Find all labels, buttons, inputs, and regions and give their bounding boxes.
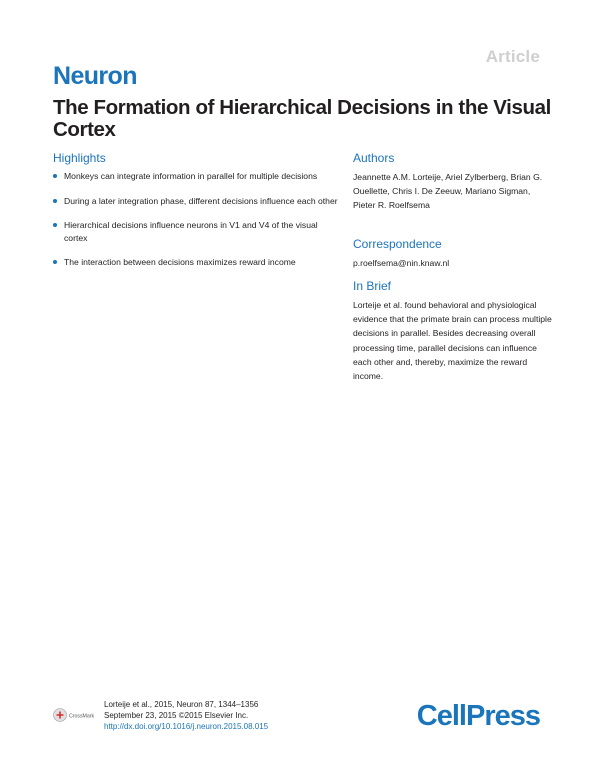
citation-block — [104, 699, 268, 732]
citation-date: September 23, 2015 ©2015 Elsevier Inc. — [104, 711, 249, 720]
in-brief-text: Lorteije et al. found behavioral and physiological evidence that the primate brain can process multiple decisions in parallel. Besides decreasing overall processing time, parallel decisions can influence each other and, thereby, maximize the reward income. — [353, 300, 552, 382]
crossmark-logo-icon[interactable] — [53, 707, 97, 723]
highlights-section — [53, 151, 343, 281]
bullet-icon — [53, 223, 57, 227]
highlights-list — [53, 170, 343, 269]
highlight-text: Hierarchical decisions influence neurons in V1 and V4 of the visual cortex — [64, 220, 318, 243]
highlight-text: During a later integration phase, different decisions influence each other — [64, 195, 338, 206]
highlight-item — [53, 256, 343, 269]
cellpress-logo: CellPress — [416, 700, 540, 732]
authors-section — [353, 151, 553, 213]
authors-list: Jeannette A.M. Lorteije, Ariel Zylberberg, Brian G. Ouellette, Chris I. De Zeeuw, Mariano Sigman, Pieter R. Roelfsema — [353, 172, 543, 211]
bullet-icon — [53, 174, 57, 178]
bullet-icon — [53, 260, 57, 264]
in-brief-heading: In Brief — [353, 279, 392, 293]
citation-line: Lorteije et al., 2015, Neuron 87, 1344–1356 — [104, 700, 259, 709]
highlights-heading: Highlights — [53, 151, 106, 165]
highlight-item — [53, 219, 343, 244]
correspondence-heading: Correspondence — [353, 237, 442, 251]
highlight-text: Monkeys can integrate information in parallel for multiple decisions — [64, 171, 318, 181]
doi-link[interactable]: http://dx.doi.org/10.1016/j.neuron.2015.08.015 — [104, 722, 269, 731]
crossmark-label: CrossMark — [69, 713, 95, 720]
highlight-item — [53, 195, 343, 208]
highlight-item — [53, 170, 343, 183]
in-brief-section — [353, 279, 553, 383]
journal-name: Neuron — [53, 62, 137, 90]
bullet-icon — [53, 199, 57, 203]
highlight-text: The interaction between decisions maximizes reward income — [64, 257, 296, 267]
article-type-label: Article — [485, 47, 540, 66]
correspondence-section — [353, 237, 553, 270]
article-title: The Formation of Hierarchical Decisions in the Visual Cortex — [53, 96, 551, 141]
correspondence-email[interactable]: p.roelfsema@nin.knaw.nl — [353, 258, 450, 268]
authors-heading: Authors — [353, 151, 395, 165]
